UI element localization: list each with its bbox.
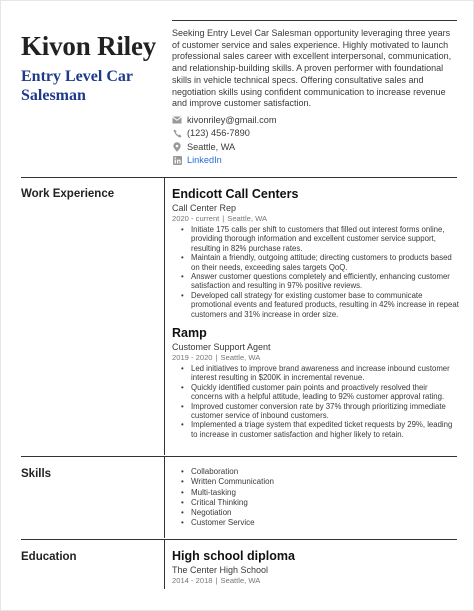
- list-item: • Written Communication: [181, 477, 274, 487]
- job-dates: 2019 - 2020: [172, 353, 213, 362]
- summary-text: Seeking Entry Level Car Salesman opportunity leveraging three years of customer service and sales experience. Highly motivated to launch professional sales career with excellent interpersonal, communication, and relationship-building skills. A proven performer with foundational skills in vehicle technical specs. Offering consultative sales and negotiation skills using confident communication to increase revenue and improve customer satisfaction.: [172, 28, 452, 109]
- job-target-title: Entry Level Car Salesman: [21, 68, 133, 104]
- linkedin-icon: [172, 155, 182, 165]
- list-item: • Collaboration: [181, 467, 274, 477]
- location-pin-icon: [172, 142, 182, 152]
- list-item: • Quickly identified customer pain points and proactively resolved their concerns with a helpful attitude, leading to 92% customer approval rating.: [181, 383, 459, 402]
- section-work-experience: Work Experience: [21, 188, 115, 200]
- work-vertical-line: [164, 177, 165, 455]
- location-text: Seattle, WA: [187, 141, 236, 152]
- contact-list: [172, 113, 276, 167]
- contact-location: [172, 140, 276, 154]
- job-location: Seattle, WA: [227, 214, 268, 223]
- job-bullets: [181, 225, 459, 319]
- list-item: • Implemented a triage system that expedited ticket requests by 29%, leading to increase in customer satisfaction and higher likely to retain.: [181, 420, 459, 439]
- section-education: Education: [21, 551, 77, 563]
- list-item: • Answer customer questions completely and efficiently, enhancing customer satisfaction and resulting in 97% positive reviews.: [181, 272, 459, 291]
- list-item: • Critical Thinking: [181, 498, 274, 508]
- education-vertical-line: [164, 539, 165, 589]
- job-role: Call Center Rep: [172, 203, 237, 213]
- job-meta: 2019 - 2020 | Seattle, WA: [172, 353, 261, 362]
- phone-icon: [172, 128, 182, 138]
- contact-linkedin[interactable]: [172, 154, 276, 168]
- list-item: • Initiate 175 calls per shift to customers that filled out interest forms online, providing thorough information and excellent customer service support, resulting in 82% purchase rates.: [181, 225, 459, 253]
- email-text: kivonriley@gmail.com: [187, 114, 277, 125]
- education-school: The Center High School: [172, 565, 269, 575]
- job-company: Endicott Call Centers: [172, 187, 299, 201]
- job-location: Seattle, WA: [220, 353, 261, 362]
- envelope-icon: [172, 115, 182, 125]
- skills-vertical-line: [164, 456, 165, 538]
- skills-list: [181, 467, 274, 529]
- contact-phone: [172, 127, 276, 141]
- education-meta: 2014 - 2018 | Seattle, WA: [172, 576, 261, 585]
- education-divider: [21, 539, 457, 540]
- top-divider: [172, 20, 457, 21]
- skills-divider: [21, 456, 457, 457]
- education-degree: High school diploma: [172, 549, 295, 563]
- section-skills: Skills: [21, 468, 52, 480]
- contact-email: [172, 113, 276, 127]
- list-item: • Improved customer conversion rate by 37% through prioritizing immediate customer service of inbound customers.: [181, 402, 459, 421]
- list-item: • Led initiatives to improve brand awareness and increase inbound customer interest resulting in $200K in incremental revenue.: [181, 364, 459, 383]
- linkedin-link[interactable]: LinkedIn: [187, 155, 222, 166]
- list-item: • Customer Service: [181, 518, 274, 528]
- education-location: Seattle, WA: [220, 576, 261, 585]
- job-role: Customer Support Agent: [172, 342, 271, 352]
- work-divider: [21, 177, 457, 178]
- job-company: Ramp: [172, 326, 207, 340]
- phone-text: (123) 456-7890: [187, 128, 250, 139]
- candidate-name: Kivon Riley: [21, 31, 157, 61]
- job-meta: 2020 - current | Seattle, WA: [172, 214, 268, 223]
- list-item: • Maintain a friendly, outgoing attitude; directing customers to products based on their needs, exceeding sales targets QoQ.: [181, 253, 459, 272]
- list-item: • Negotiation: [181, 508, 274, 518]
- job-dates: 2020 - current: [172, 214, 220, 223]
- list-item: • Developed call strategy for existing customer base to communicate promotional events and featured products, resulting in 42% increase in repeat customers and 31% increase in order size.: [181, 291, 459, 319]
- job-bullets: [181, 364, 459, 439]
- education-dates: 2014 - 2018: [172, 576, 213, 585]
- list-item: • Multi-tasking: [181, 488, 274, 498]
